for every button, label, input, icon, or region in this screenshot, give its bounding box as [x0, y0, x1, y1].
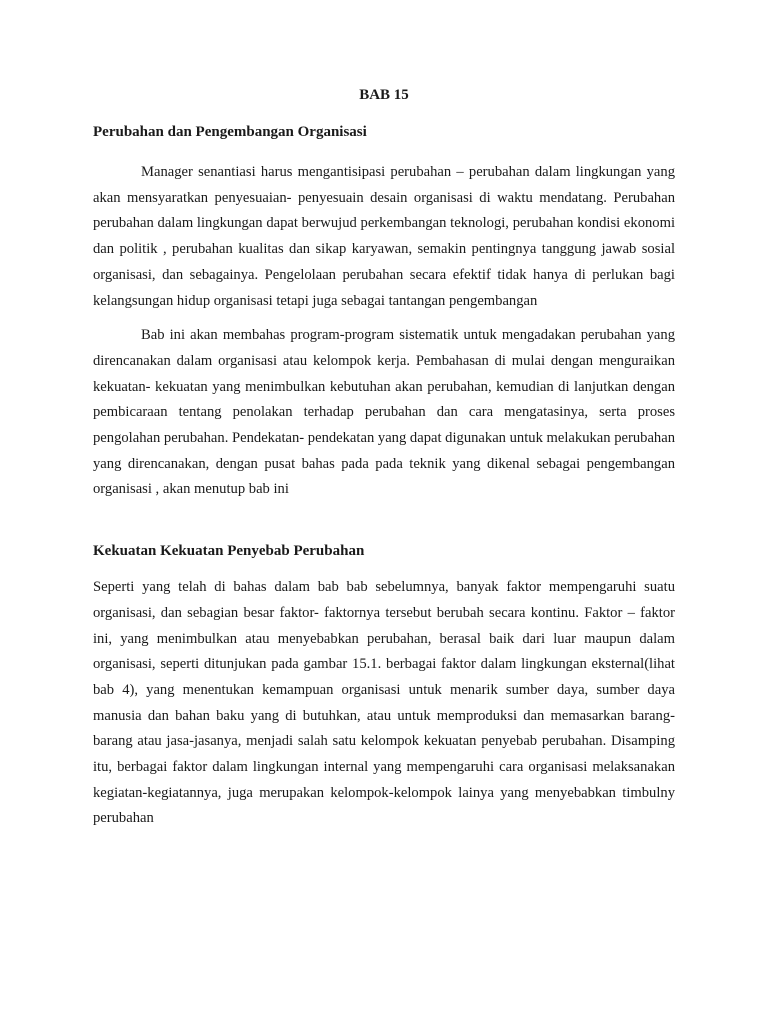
- section-heading-perubahan: Perubahan dan Pengembangan Organisasi: [93, 124, 367, 140]
- paragraph-intro: Manager senantiasi harus mengantisipasi perubahan – perubahan dalam lingkungan yang akan mensyaratkan penyesuaian- penyesuain desain organisasi di waktu mendatang. Perubahan perubahan dalam lingkungan dapat berwujud perkembangan teknologi, perubahan kondisi ekonomi dan politik , perubahan kualitas dan sikap karyawan, semakin pentingnya tanggung jawab sosial organisasi, dan sebagainya. Pengelolaan perubahan secara efektif tidak hanya di perlukan bagi kelangsungan hidup organisasi tetapi juga sebagai tantangan pengembangan: [93, 164, 675, 309]
- chapter-title: BAB 15: [359, 87, 409, 103]
- paragraph-forces: Seperti yang telah di bahas dalam bab bab sebelumnya, banyak faktor mempengaruhi suatu organisasi, dan sebagian besar faktor- faktornya tersebut berubah secara kontinu. Faktor – faktor ini, yang menimbulkan atau menyebabkan perubahan, berasal baik dari luar maupun dalam organisasi, seperti ditunjukan pada gambar 15.1. berbagai faktor dalam lingkungan eksternal(lihat bab 4), yang menentukan kemampuan organisasi untuk menarik sumber daya, sumber daya manusia dan bahan baku yang di butuhkan, atau untuk memproduksi dan memasarkan barang-barang atau jasa-jasanya, menjadi salah satu kelompok kekuatan penyebab perubahan. Disamping itu, berbagai faktor dalam lingkungan internal yang mempengaruhi cara organisasi melaksanakan kegiatan-kegiatannya, juga merupakan kelompok-kelompok lainya yang menyebabkan timbulny perubahan: [93, 579, 675, 827]
- paragraph-overview: Bab ini akan membahas program-program sistematik untuk mengadakan perubahan yang direncanakan dalam organisasi atau kelompok kerja. Pembahasan di mulai dengan menguraikan kekuatan- kekuatan yang menimbulkan kebutuhan akan perubahan, kemudian di lanjutkan dengan pembicaraan tentang penolakan terhadap perubahan dan cara mengatasinya, serta proses pengolahan perubahan. Pendekatan- pendekatan yang dapat digunakan untuk melakukan perubahan yang direncanakan, dengan pusat bahas pada pada teknik yang dikenal sebagai pengembangan organisasi , akan menutup bab ini: [93, 327, 675, 498]
- section-heading-kekuatan: Kekuatan Kekuatan Penyebab Perubahan: [93, 543, 365, 560]
